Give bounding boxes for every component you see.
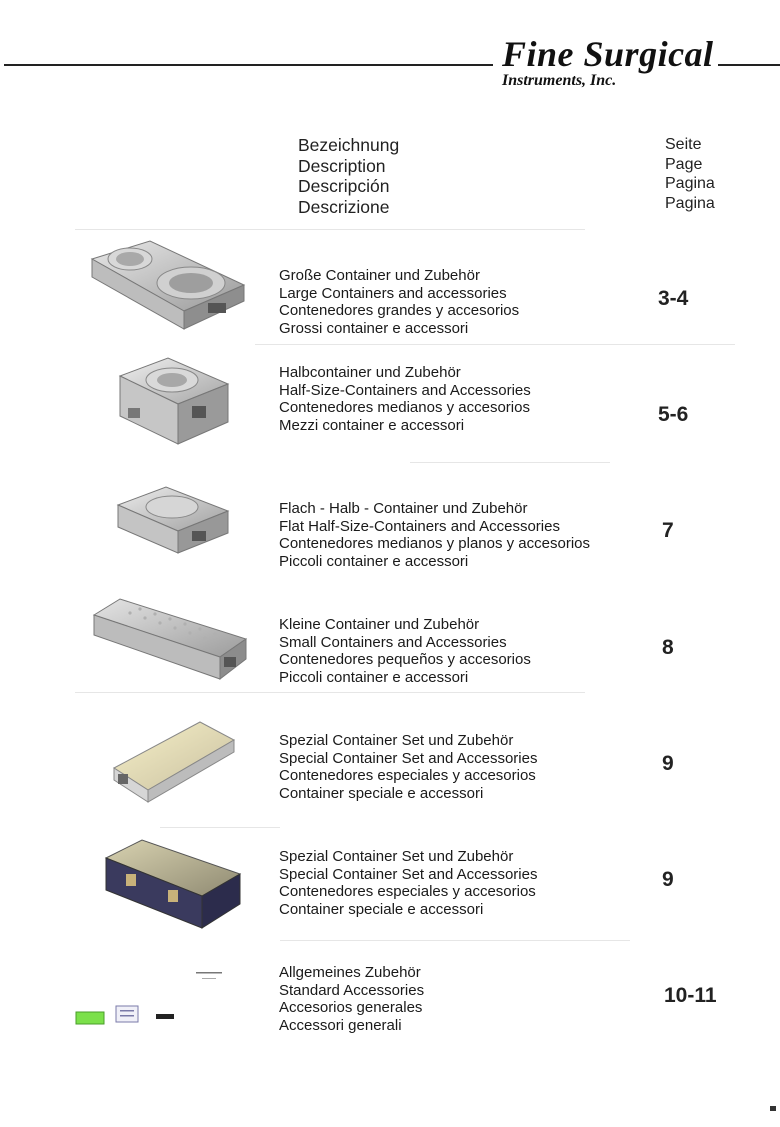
separator xyxy=(410,462,610,463)
page-number: 8 xyxy=(662,636,674,659)
header-rule-right xyxy=(718,64,780,66)
page-number: 3-4 xyxy=(658,287,689,310)
entry-line-de: Allgemeines Zubehör xyxy=(279,964,421,981)
page-number: 9 xyxy=(662,868,674,891)
entry-line-es: Contenedores pequeños y accesorios xyxy=(279,651,531,669)
entry-line-it: Piccoli container e accessori xyxy=(279,668,469,686)
entry-line-de: Große Container und Zubehör xyxy=(279,267,480,284)
entry-line-es: Accesorios generales xyxy=(279,999,423,1017)
entry-line-en: Large Containers and accessories xyxy=(279,284,507,302)
page-number: 10-11 xyxy=(664,984,717,1007)
page-number: 9 xyxy=(662,752,674,775)
entry-line-de: Kleine Container und Zubehör xyxy=(279,616,480,633)
small-container-image xyxy=(90,597,250,683)
page-heading-es: Pagina xyxy=(665,175,715,192)
entry-line-de: Spezial Container Set und Zubehör xyxy=(279,848,514,865)
heading-it: Descrizione xyxy=(298,197,390,218)
special-container-set-dark-image xyxy=(102,838,244,930)
entry-special-container-set-1 xyxy=(279,732,537,802)
separator xyxy=(75,229,585,230)
separator xyxy=(280,940,630,941)
heading-en: Description xyxy=(298,155,386,176)
entry-line-it: Mezzi container e accessori xyxy=(279,416,465,434)
entry-line-de: Halbcontainer und Zubehör xyxy=(279,364,461,381)
entry-line-en: Standard Accessories xyxy=(279,981,425,999)
special-container-set-image xyxy=(108,718,238,808)
entry-line-en: Special Container Set and Accessories xyxy=(279,749,538,767)
entry-line-en: Special Container Set and Accessories xyxy=(279,865,538,883)
entry-flat-half-size-containers xyxy=(279,500,590,570)
half-size-container-image xyxy=(112,356,232,448)
page-heading-it: Pagina xyxy=(665,194,715,212)
brand-subtitle: Instruments, Inc. xyxy=(502,72,617,89)
entry-line-en: Half-Size-Containers and Accessories xyxy=(279,381,531,399)
entry-standard-accessories xyxy=(279,964,424,1034)
separator xyxy=(160,827,280,828)
heading-de: Bezeichnung xyxy=(298,135,400,155)
entry-line-it: Piccoli container e accessori xyxy=(279,552,469,570)
description-column-heading xyxy=(298,135,399,218)
entry-line-es: Contenedores grandes y accesorios xyxy=(279,302,520,320)
header-rule-left xyxy=(4,64,493,66)
entry-line-de: Spezial Container Set und Zubehör xyxy=(279,732,514,749)
entry-large-containers xyxy=(279,267,519,337)
page-number: 7 xyxy=(662,519,674,542)
entry-line-it: Container speciale e accessori xyxy=(279,900,484,918)
heading-es: Descripción xyxy=(298,176,390,197)
entry-line-es: Contenedores medianos y accesorios xyxy=(279,399,530,417)
separator xyxy=(255,344,735,345)
entry-half-size-containers xyxy=(279,364,531,434)
entry-line-es: Contenedores especiales y accesorios xyxy=(279,883,536,901)
page-number: 5-6 xyxy=(658,403,689,426)
corner-mark xyxy=(770,1106,776,1111)
entry-small-containers xyxy=(279,616,531,686)
entry-line-es: Contenedores medianos y planos y accesorios xyxy=(279,535,591,553)
brand-title: Fine Surgical xyxy=(502,34,714,74)
large-container-image xyxy=(88,237,248,337)
entry-line-en: Small Containers and Accessories xyxy=(279,633,507,651)
standard-accessories-image xyxy=(74,966,234,1026)
entry-line-en: Flat Half-Size-Containers and Accessories xyxy=(279,517,560,535)
page-heading-de: Seite xyxy=(665,136,702,153)
page-column-heading xyxy=(665,135,715,213)
entry-line-es: Contenedores especiales y accesorios xyxy=(279,767,536,785)
page-heading-en: Page xyxy=(665,155,703,173)
entry-line-it: Accessori generali xyxy=(279,1016,402,1034)
separator xyxy=(75,692,585,693)
entry-line-de: Flach - Halb - Container und Zubehör xyxy=(279,500,528,517)
flat-half-size-container-image xyxy=(112,485,232,557)
entry-special-container-set-2 xyxy=(279,848,537,918)
entry-line-it: Container speciale e accessori xyxy=(279,784,484,802)
entry-line-it: Grossi container e accessori xyxy=(279,319,469,337)
